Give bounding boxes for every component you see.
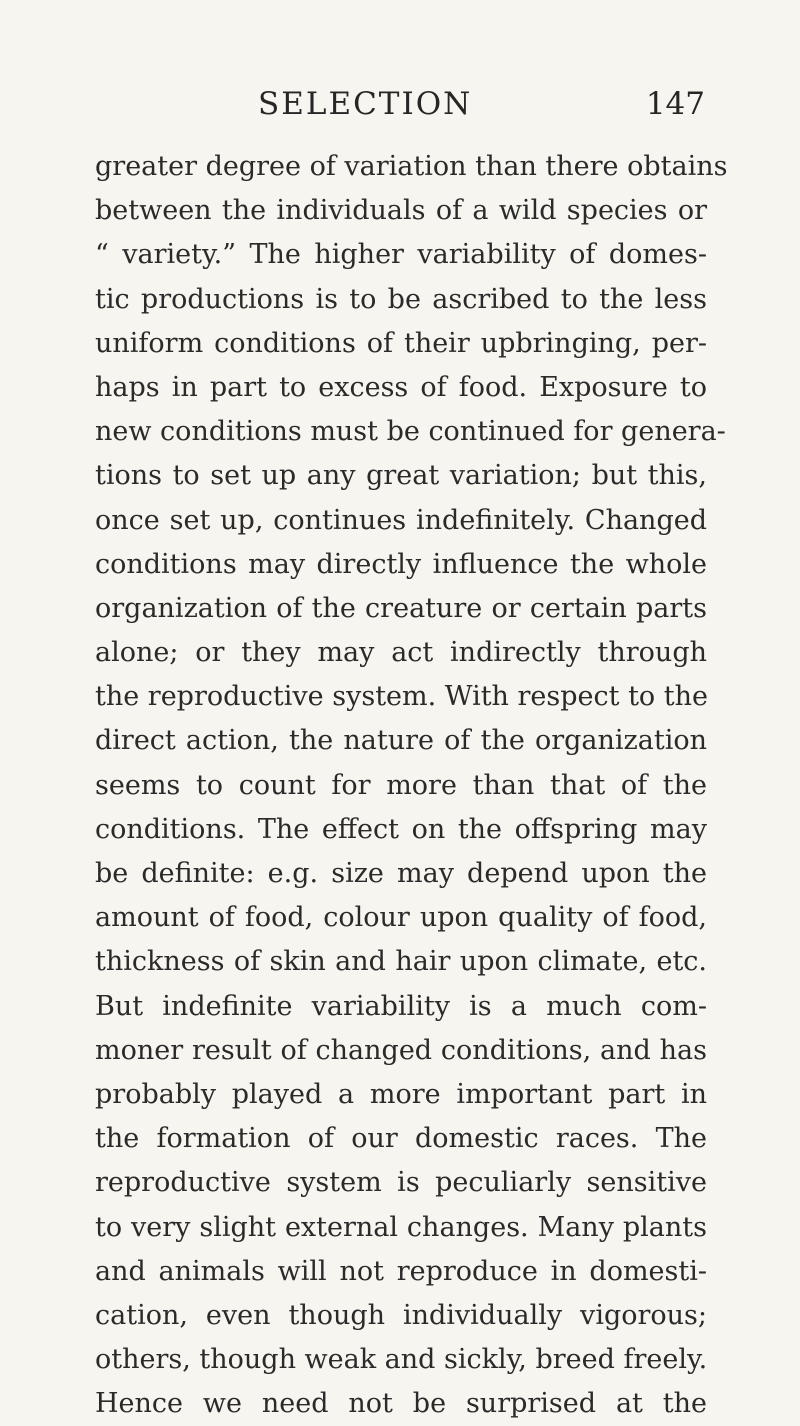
text-line: once set up, continues indefinitely. Changed (95, 504, 707, 536)
text-line: haps in part to excess of food. Exposure to (95, 371, 707, 403)
text-line: thickness of skin and hair upon climate, etc. (95, 946, 707, 978)
text-line: uniform conditions of their upbringing, per- (95, 327, 707, 359)
text-line: new conditions must be continued for genera- (95, 416, 726, 448)
text-line: “ variety.” The higher variability of domes- (95, 239, 707, 271)
text-line: the reproductive system. With respect to the (95, 681, 708, 713)
text-line: conditions may directly influence the whole (95, 548, 707, 580)
text-line: be definite: e.g. size may depend upon the (95, 858, 707, 889)
text-line: amount of food, colour upon quality of food, (95, 902, 707, 934)
running-title: SELECTION (258, 86, 473, 122)
text-line: probably played a more important part in (95, 1078, 707, 1110)
text-line: conditions. The effect on the offspring may (95, 813, 707, 845)
text-line: to very slight external changes. Many plants (95, 1211, 707, 1243)
text-line: organization of the creature or certain parts (95, 592, 707, 624)
text-line: But indefinite variability is a much com- (95, 990, 707, 1022)
running-head (0, 86, 800, 126)
text-line: tic productions is to be ascribed to the less (95, 283, 707, 315)
text-line: tions to set up any great variation; but this, (95, 460, 707, 492)
text-line: between the individuals of a wild species or (95, 195, 707, 227)
text-line: Hence we need not be surprised at the (95, 1388, 707, 1420)
text-line: cation, even though individually vigorous; (95, 1299, 707, 1331)
page-number: 147 (645, 86, 705, 122)
text-line: reproductive system is peculiarly sensitive (95, 1167, 707, 1199)
text-line: and animals will not reproduce in domesti- (95, 1255, 707, 1287)
text-line: moner result of changed conditions, and has (95, 1034, 707, 1066)
text-line: the formation of our domestic races. The (95, 1123, 707, 1155)
text-line: alone; or they may act indirectly through (95, 637, 707, 669)
text-line: others, though weak and sickly, breed freely. (95, 1344, 708, 1376)
text-line: seems to count for more than that of the (95, 769, 707, 801)
text-line: direct action, the nature of the organization (95, 725, 707, 757)
body-paragraph (95, 145, 728, 1426)
text-line: greater degree of variation than there obtains (95, 151, 728, 182)
